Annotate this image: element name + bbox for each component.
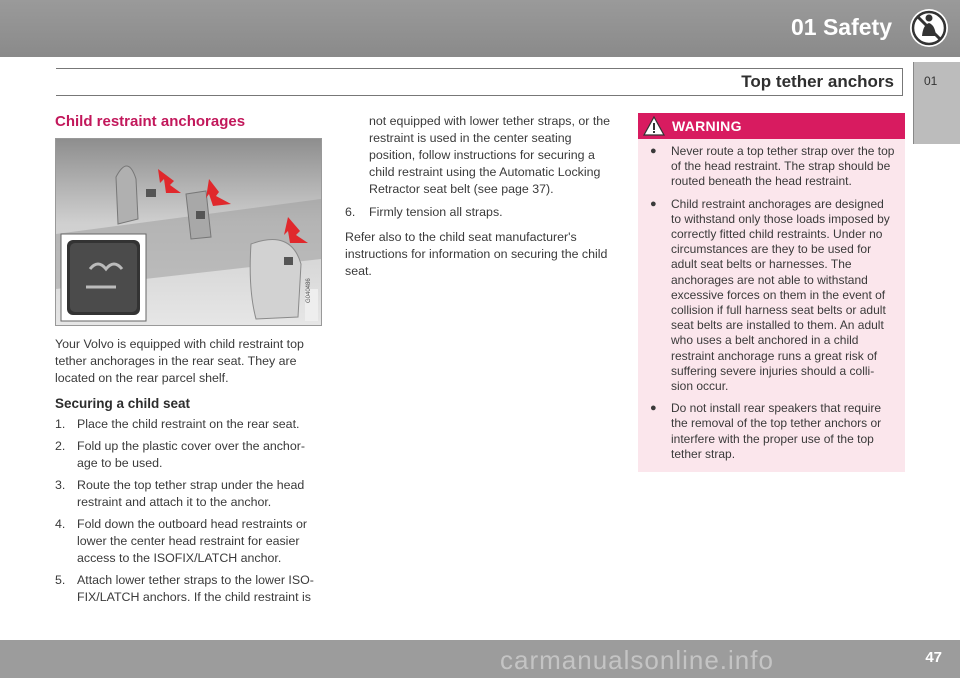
section-heading: Child restraint anchorages	[55, 113, 246, 130]
bullet-icon: ●	[650, 145, 657, 157]
step-number: 3.	[55, 478, 66, 492]
chapter-title: 01 Safety	[790, 14, 892, 40]
step-number: 1.	[55, 417, 66, 431]
step-text: Firmly tension all straps.	[369, 205, 503, 219]
step-number: 5.	[55, 573, 66, 587]
step-text: Place the child restraint on the rear seat.	[77, 417, 300, 431]
warning-item	[638, 144, 895, 190]
step-3	[55, 477, 325, 511]
side-tab-label: 01	[924, 74, 938, 88]
warning-text: Never route a top tether strap over the top of the head restraint. The strap should be routed beneath the head restraint.	[671, 144, 895, 189]
step-2	[55, 438, 325, 472]
page-subtitle: Top tether anchors	[741, 72, 894, 91]
step-5	[55, 572, 325, 606]
middle-column	[345, 113, 615, 280]
step-6	[345, 204, 615, 221]
step-5-continuation: not equipped with lower tether straps, or the restraint is used in the center seating position, follow instructions for securing a child restraint using the Automatic Locking Retractor seat belt (see page 37).	[369, 114, 611, 196]
anchorage-illustration	[56, 139, 321, 325]
left-column	[55, 113, 325, 611]
header-band	[0, 0, 960, 57]
warning-header	[638, 113, 905, 139]
warning-list	[638, 139, 905, 462]
subheading-securing: Securing a child seat	[55, 396, 191, 411]
watermark: carmanualsonline.info	[500, 645, 774, 675]
step-text: Fold down the outboard head restraints or lower the center head restraint for easier access to the ISOFIX/LATCH anchor.	[77, 517, 308, 565]
subtitle-bar	[56, 68, 903, 96]
step-number: 4.	[55, 517, 66, 531]
warning-item	[638, 401, 895, 462]
step-1	[55, 416, 325, 433]
step-text: Route the top tether strap under the head restraint and attach it to the anchor.	[77, 478, 305, 509]
warning-text: Do not install rear speakers that require the removal of the top tether anchors or interfere with the proper use of the top tether strap.	[671, 401, 882, 461]
step-4	[55, 516, 325, 567]
warning-triangle-icon	[643, 116, 665, 136]
page-number: 47	[925, 649, 942, 666]
warning-title: WARNING	[672, 118, 742, 134]
manufacturer-note: Refer also to the child seat manufacturer's instructions for information on securing the child seat.	[345, 230, 608, 278]
warning-text: Child restraint anchorages are designed to withstand only those loads imposed by correctly fitted child restraints. Under no circumstances are they to be used for adult seat belts or harnesses. The anchorages are not able to withstand excessive forces on them in the event of collision if full harness seat belts or adult seat belts are installed to them. An adult who uses a belt anchored in a child restraint anchorage runs a great risk of suffering severe injuries should a colli-sion occur.	[671, 196, 890, 394]
bullet-icon: ●	[650, 197, 657, 210]
step-number: 6.	[345, 205, 356, 219]
steps-list	[55, 416, 325, 606]
step-text: Fold up the plastic cover over the anchor-age to be used.	[77, 439, 305, 470]
image-code: G040486	[306, 278, 312, 303]
safety-seatbelt-icon	[908, 7, 950, 49]
warning-item	[638, 197, 895, 395]
intro-paragraph: Your Volvo is equipped with child restraint top tether anchorages in the rear seat. They are located on the rear parcel shelf.	[55, 337, 304, 385]
chapter-side-tab[interactable]	[913, 62, 960, 144]
bullet-icon: ●	[650, 402, 657, 415]
step-number: 2.	[55, 439, 66, 453]
step-text: Attach lower tether straps to the lower ISO-FIX/LATCH anchors. If the child restraint is	[77, 573, 314, 604]
anchorage-photo	[55, 138, 322, 326]
footer-band	[0, 640, 960, 678]
warning-box	[638, 113, 905, 472]
